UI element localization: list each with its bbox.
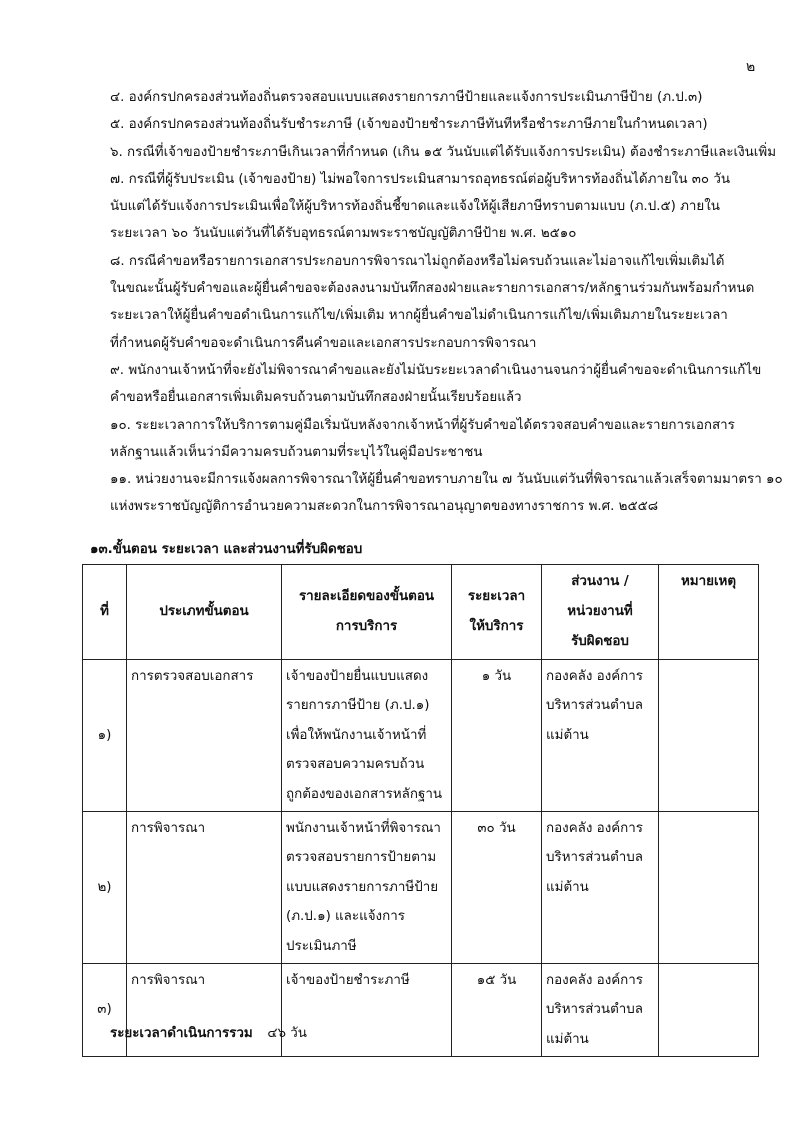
header-line: ที่ — [100, 604, 109, 619]
row-step-type: การพิจารณา — [127, 812, 282, 964]
row-step-type: การตรวจสอบเอกสาร — [127, 660, 282, 812]
paragraph-line: ระยะเวลาให้ผู้ยื่นคำขอดำเนินการแก้ไข/เพิ่มเติม หากผู้ยื่นคำขอไม่ดำเนินการแก้ไข/เพิ่มเติมภายในระยะเวลา — [110, 308, 728, 324]
detail-line: ถูกต้องของเอกสารหลักฐาน — [286, 786, 443, 802]
paragraph-line: ๑๐. ระยะเวลาการให้บริการตามคู่มือเริ่มนับหลังจากเจ้าหน้าที่ผู้รับคำขอได้ตรวจสอบคำขอและรายการเอกสาร — [110, 417, 735, 433]
steps-table — [82, 564, 759, 1057]
page-number: ๒ — [746, 59, 756, 75]
header-no — [83, 565, 127, 660]
total-duration — [110, 1022, 307, 1043]
paragraph-line: คำขอหรือยื่นเอกสารเพิ่มเติมครบถ้วนตามบันทึกสองฝ่ายนั้นเรียบร้อยแล้ว — [110, 390, 522, 406]
header-line: ให้บริการ — [469, 619, 524, 634]
unit-line: กองคลัง องค์การ — [546, 669, 644, 684]
header-line: ส่วนงาน / — [571, 574, 629, 589]
header-line: ประเภทขั้นตอน — [159, 604, 249, 619]
table-row — [83, 660, 759, 812]
detail-line: ตรวจสอบความครบถ้วน — [286, 757, 425, 773]
row-responsible-unit — [542, 812, 659, 964]
row-responsible-unit — [542, 660, 659, 812]
paragraph-line: หลักฐานแล้วเห็นว่ามีความครบถ้วนตามที่ระบุไว้ในคู่มือประชาชน — [110, 444, 483, 460]
header-duration — [452, 565, 542, 660]
unit-line: กองคลัง องค์การ — [546, 973, 644, 989]
unit-line: แม่ต้าน — [546, 879, 589, 895]
table-header-row — [83, 565, 759, 660]
row-remark — [659, 964, 759, 1057]
header-line: รับผิดชอบ — [571, 634, 629, 649]
detail-line: พนักงานเจ้าหน้าที่พิจารณา — [286, 821, 441, 837]
paragraph-line: ๕. องค์กรปกครองส่วนท้องถิ่นรับชำระภาษี (เจ้าของป้ายชำระภาษีทันทีหรือชำระภาษีภายในกำหนดเวลา) — [110, 117, 708, 133]
detail-line: รายการภาษีป้าย (ภ.ป.๑) — [286, 698, 430, 714]
row-duration: ๑๕ วัน — [452, 964, 542, 1057]
unit-line: บริหารส่วนตำบล — [546, 698, 643, 714]
row-remark — [659, 812, 759, 964]
paragraph-line: นับแต่ได้รับแจ้งการประเมินเพื่อให้ผู้บริหารท้องถิ่นชี้ขาดและแจ้งให้ผู้เสียภาษีทราบตามแบบ (ภ.ป.๕) ภายใน — [110, 199, 720, 215]
total-duration-label: ระยะเวลาดำเนินการรวม — [110, 1026, 253, 1041]
paragraph-line: ๗. กรณีที่ผู้รับประเมิน (เจ้าของป้าย) ไม่พอใจการประเมินสามารถอุทธรณ์ต่อผู้บริหารท้องถิ่นได้ภายใน ๓๐ วัน — [110, 171, 730, 187]
unit-line: แม่ต้าน — [546, 727, 589, 743]
section-title: ๑๓.ขั้นตอน ระยะเวลา และส่วนงานที่รับผิดชอบ — [90, 542, 363, 557]
unit-line: แม่ต้าน — [546, 1031, 589, 1047]
header-line: การบริการ — [335, 619, 398, 634]
detail-line: ตรวจสอบรายการป้ายตาม — [286, 850, 437, 866]
row-number: ๓) — [83, 964, 127, 1057]
unit-line: บริหารส่วนตำบล — [546, 850, 643, 866]
paragraph-line: แห่งพระราชบัญญัติการอำนวยความสะดวกในการพิจารณาอนุญาตของทางราชการ พ.ศ. ๒๕๕๘ — [110, 499, 659, 515]
header-line: ระยะเวลา — [467, 589, 526, 604]
detail-line: แบบแสดงรายการภาษีป้าย — [286, 879, 439, 895]
body-paragraphs — [110, 84, 783, 521]
header-unit — [542, 565, 659, 660]
unit-line: บริหารส่วนตำบล — [546, 1002, 643, 1018]
row-step-detail — [282, 964, 452, 1057]
row-duration: ๑ วัน — [452, 660, 542, 812]
unit-line: กองคลัง องค์การ — [546, 821, 644, 837]
paragraph-line: ๔. องค์กรปกครองส่วนท้องถิ่นตรวจสอบแบบแสดงรายการภาษีป้ายและแจ้งการประเมินภาษีป้าย (ภ.ป.๓) — [110, 90, 703, 105]
detail-line: (ภ.ป.๑) และแจ้งการ — [286, 909, 405, 925]
paragraph-line: ๘. กรณีคำขอหรือรายการเอกสารประกอบการพิจารณาไม่ถูกต้องหรือไม่ครบถ้วนและไม่อาจแก้ไขเพิ่มเติมได้ — [110, 253, 725, 269]
paragraph-line: ๖. กรณีที่เจ้าของป้ายชำระภาษีเกินเวลาที่กำหนด (เกิน ๑๕ วันนับแต่ได้รับแจ้งการประเมิน) ต้องชำระภาษีและเงินเพิ่ม — [110, 144, 777, 160]
total-duration-value: ๔๖ วัน — [267, 1026, 307, 1041]
detail-line: เจ้าของป้ายชำระภาษี — [286, 973, 410, 989]
header-type — [127, 565, 282, 660]
paragraph-line: ที่กำหนดผู้รับคำขอจะดำเนินการคืนคำขอและเอกสารประกอบการพิจารณา — [110, 335, 537, 351]
paragraph-line: ในขณะนั้นผู้รับคำขอและผู้ยื่นคำขอจะต้องลงนามบันทึกสองฝ่ายและรายการเอกสาร/หลักฐานร่วมกันพร้อมกำหนด — [110, 281, 755, 297]
row-step-detail — [282, 660, 452, 812]
header-line: หน่วยงานที่ — [567, 604, 633, 619]
paragraph-line: ระยะเวลา ๖๐ วันนับแต่วันที่ได้รับอุทธรณ์ตามพระราชบัญญัติภาษีป้าย พ.ศ. ๒๕๑๐ — [110, 226, 577, 242]
row-number: ๒) — [83, 812, 127, 964]
row-remark — [659, 660, 759, 812]
row-duration: ๓๐ วัน — [452, 812, 542, 964]
detail-line: ประเมินภาษี — [286, 938, 357, 954]
detail-line: เจ้าของป้ายยื่นแบบแสดง — [286, 669, 429, 684]
row-step-type: การพิจารณา — [127, 964, 282, 1057]
paragraph-line: ๙. พนักงานเจ้าหน้าที่จะยังไม่พิจารณาคำขอและยังไม่นับระยะเวลาดำเนินงานจนกว่าผู้ยื่นคำขอจะดำเนินการแก้ไข — [110, 362, 762, 378]
header-line: รายละเอียดของขั้นตอน — [298, 589, 435, 604]
paragraph-line: ๑๑. หน่วยงานจะมีการแจ้งผลการพิจารณาให้ผู้ยื่นคำขอทราบภายใน ๗ วันนับแต่วันที่พิจารณาแล้วเสร็จตามมาตรา ๑๐ — [110, 472, 783, 488]
header-line: หมายเหตุ — [680, 574, 737, 589]
row-responsible-unit — [542, 964, 659, 1057]
row-number: ๑) — [83, 660, 127, 812]
row-step-detail — [282, 812, 452, 964]
header-remark — [659, 565, 759, 660]
header-detail — [282, 565, 452, 660]
table-row — [83, 812, 759, 964]
detail-line: เพื่อให้พนักงานเจ้าหน้าที่ — [286, 727, 427, 743]
